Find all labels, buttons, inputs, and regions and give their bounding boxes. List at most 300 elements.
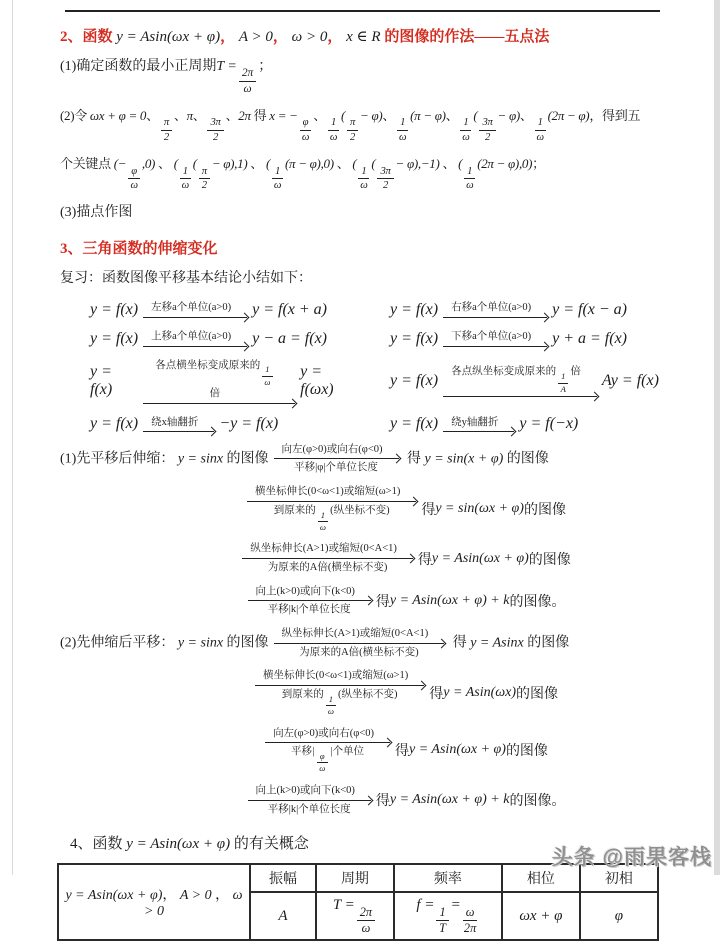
text-run: ，得到五 bbox=[589, 107, 641, 123]
labeled-arrow bbox=[143, 330, 247, 347]
arrow-top-label bbox=[443, 330, 547, 347]
fraction bbox=[318, 511, 328, 533]
text-run: 得 bbox=[395, 744, 410, 760]
text-run: 的图像 bbox=[516, 686, 559, 702]
math-run: (π − φ) bbox=[410, 107, 446, 123]
grid-row-shift-horizontal bbox=[55, 301, 663, 319]
math-run: A > 0 bbox=[179, 888, 212, 904]
fraction-denominator: ω bbox=[462, 132, 470, 144]
fraction-numerator: 1 bbox=[358, 166, 369, 180]
fraction-denominator: ω bbox=[181, 180, 189, 192]
labeled-arrow bbox=[443, 416, 514, 433]
text-run: 的有关概念 bbox=[230, 836, 309, 853]
fraction-numerator: 3π bbox=[207, 117, 223, 131]
fraction bbox=[460, 117, 471, 143]
math-run: T = bbox=[332, 896, 355, 913]
text-run: 的图像 bbox=[505, 744, 548, 760]
text-run: 得 bbox=[417, 552, 432, 568]
fraction bbox=[464, 166, 475, 192]
math-run: y − a = f(x) bbox=[252, 329, 328, 347]
fraction-denominator: ω bbox=[361, 921, 371, 936]
rule-shift-left bbox=[55, 301, 359, 319]
math-run: y = f(x + a) bbox=[252, 300, 328, 318]
fraction-denominator: 2π bbox=[463, 921, 477, 936]
arrow-top-label bbox=[143, 416, 214, 433]
labeled-arrow bbox=[143, 301, 247, 318]
method-2-step-x-scale bbox=[55, 669, 663, 716]
arrow-top-label bbox=[143, 330, 247, 347]
fraction bbox=[161, 117, 172, 143]
arrow-top-label bbox=[265, 727, 390, 744]
text-run: 各点纵坐标变成原来的 bbox=[451, 366, 557, 378]
text-run: 的图像 bbox=[503, 451, 549, 467]
section-2-step-3 bbox=[55, 202, 663, 224]
method-1-intro bbox=[55, 443, 663, 475]
labeled-arrow bbox=[274, 627, 445, 659]
rule-shift-down bbox=[359, 330, 663, 348]
math-run: −y = f(x) bbox=[219, 414, 279, 432]
arrow-top-label bbox=[443, 416, 514, 433]
labeled-arrow bbox=[248, 585, 371, 617]
math-run: y = sin(ωx + φ) bbox=[435, 500, 524, 516]
arrow-top-label bbox=[443, 301, 547, 318]
math-run: y = f(x) bbox=[90, 414, 139, 432]
fraction bbox=[479, 117, 495, 143]
math-run: y = f(ωx) bbox=[300, 363, 334, 399]
math-run: y = Asin(ωx) bbox=[443, 684, 517, 700]
fraction bbox=[300, 117, 312, 143]
fraction-numerator: 1 bbox=[262, 365, 272, 376]
text-run: 纵坐标伸长(A>1)或缩短(0<A<1) bbox=[281, 628, 429, 639]
math-run: π bbox=[186, 107, 193, 123]
section-2-step-1 bbox=[55, 56, 663, 96]
math-run: y = Asin(ωx + φ) bbox=[116, 29, 221, 45]
labeled-arrow bbox=[143, 359, 295, 404]
text-run: 、 bbox=[313, 107, 326, 123]
text-run: 倍 bbox=[209, 388, 221, 400]
text-run: ； bbox=[258, 59, 273, 74]
red-text-run: ， bbox=[272, 29, 292, 45]
fraction-denominator: ω bbox=[466, 180, 474, 192]
math-run: y = sinx bbox=[177, 635, 224, 651]
text-run: (1)先平移后伸缩： bbox=[60, 451, 178, 467]
labeled-arrow bbox=[443, 301, 547, 318]
rule-reflect-x-axis bbox=[55, 415, 359, 433]
fraction-numerator: 1 bbox=[535, 117, 546, 131]
math-run: y = f(x) bbox=[390, 414, 439, 432]
arrow-bottom-label bbox=[260, 801, 359, 817]
text-run: (2)令 bbox=[60, 107, 90, 123]
text-run: ， bbox=[211, 888, 233, 904]
table-header-phase: 相位 bbox=[502, 864, 580, 892]
math-run: Ay = f(x) bbox=[601, 372, 659, 390]
text-run: 平移 bbox=[291, 746, 313, 758]
math-run: A > 0 bbox=[238, 29, 273, 45]
text-run: (纵坐标不变) bbox=[330, 504, 390, 516]
text-run: 、 bbox=[173, 107, 187, 123]
rule-shift-right bbox=[359, 301, 663, 319]
fraction-numerator: 1 bbox=[272, 166, 283, 180]
text-run: 左移a个单位(a>0) bbox=[151, 302, 232, 314]
text-run: 的图像 bbox=[523, 635, 570, 651]
math-run: ( bbox=[265, 155, 270, 171]
labeled-arrow bbox=[443, 330, 547, 347]
fraction-denominator: ω bbox=[243, 82, 252, 95]
labeled-arrow bbox=[143, 416, 214, 433]
math-run: y = f(x) bbox=[90, 363, 113, 399]
fraction bbox=[272, 166, 283, 192]
table-cell-period bbox=[316, 892, 394, 940]
text-run: 的图像。 bbox=[509, 794, 566, 810]
text-run: 倍 bbox=[570, 366, 581, 378]
math-run: A bbox=[278, 907, 288, 924]
text-run: ， bbox=[162, 888, 180, 904]
fraction-denominator: ω bbox=[301, 132, 310, 144]
fraction bbox=[326, 695, 336, 717]
arrow-top-label bbox=[248, 784, 371, 801]
review-note bbox=[55, 268, 663, 290]
table-cell-amplitude bbox=[250, 892, 316, 940]
red-text-run: 3、三角函数的伸缩变化 bbox=[60, 240, 218, 257]
fraction-numerator: π bbox=[347, 117, 358, 131]
math-run: y = sin(x + φ) bbox=[424, 451, 504, 467]
text-run: 绕y轴翻折 bbox=[451, 416, 499, 428]
arrow-bottom-label bbox=[291, 644, 427, 660]
text-run: 得 bbox=[449, 635, 471, 651]
text-run: 、 bbox=[155, 155, 174, 171]
text-run: 各点横坐标变成原来的 bbox=[155, 359, 261, 371]
math-run: = bbox=[450, 896, 461, 913]
fraction bbox=[463, 906, 478, 936]
arrow-top-label bbox=[143, 301, 247, 318]
math-run: ( bbox=[352, 155, 357, 171]
math-run: ( bbox=[340, 107, 345, 123]
fraction bbox=[377, 166, 393, 192]
rule-shift-up bbox=[55, 330, 359, 348]
fraction-denominator: ω bbox=[329, 132, 338, 144]
method-1-step-x-scale bbox=[55, 485, 663, 532]
text-run: 个单位 bbox=[332, 746, 365, 758]
math-run: − φ) bbox=[360, 107, 383, 123]
fraction bbox=[207, 117, 223, 143]
labeled-arrow bbox=[265, 727, 390, 774]
labeled-arrow bbox=[248, 784, 371, 816]
table-cell-phase bbox=[502, 892, 580, 940]
text-run: 的图像 bbox=[223, 451, 269, 467]
math-run: (2π − φ) bbox=[547, 107, 590, 123]
math-run: − φ),1) bbox=[211, 155, 248, 171]
math-run: (2π − φ),0) bbox=[477, 155, 533, 171]
red-text-run: ， bbox=[220, 29, 239, 45]
method-2-step-phase-shift bbox=[55, 727, 663, 774]
text-run: 的图像 bbox=[528, 552, 571, 568]
text-run: 、 bbox=[333, 155, 353, 171]
math-run: x = − bbox=[269, 107, 298, 123]
fraction bbox=[436, 906, 448, 936]
labeled-arrow bbox=[247, 485, 416, 532]
text-run: 到原来的 bbox=[281, 688, 324, 700]
section-2-step-2 bbox=[55, 106, 663, 144]
text-run: 、 bbox=[439, 155, 459, 171]
fraction-numerator: 1 bbox=[326, 695, 336, 706]
math-run: y = f(x) bbox=[90, 300, 139, 318]
grid-row-reflect bbox=[55, 415, 663, 433]
text-run: 平移|φ|个单位长度 bbox=[294, 462, 378, 474]
math-run: φ bbox=[614, 907, 624, 924]
arrow-top-label bbox=[248, 585, 371, 602]
labeled-arrow bbox=[443, 365, 597, 397]
text-run: 向左(φ>0)或向右(φ<0) bbox=[273, 727, 375, 739]
math-run: ( bbox=[173, 155, 178, 171]
text-run: 、 bbox=[192, 107, 206, 123]
fraction-numerator: 1 bbox=[180, 166, 191, 180]
method-2-intro bbox=[55, 627, 663, 659]
fraction-numerator: 1 bbox=[436, 906, 448, 922]
translation-rules-grid bbox=[55, 301, 663, 433]
table-header-frequency: 频率 bbox=[394, 864, 502, 892]
method-1-step-k-shift bbox=[55, 585, 663, 617]
text-run: 得 bbox=[250, 107, 270, 123]
text-run: (2)先伸缩后平移： bbox=[60, 635, 178, 651]
red-text-run: 的图像的作法——五点法 bbox=[380, 29, 550, 45]
table-header-amplitude: 振幅 bbox=[250, 864, 316, 892]
math-run: ,0) bbox=[141, 155, 156, 171]
grid-row-scale bbox=[55, 359, 663, 404]
text-run: 的图像 bbox=[223, 635, 269, 651]
fraction-denominator: T bbox=[439, 921, 446, 936]
math-run: T = bbox=[216, 59, 237, 74]
math-run: y = f(−x) bbox=[519, 414, 579, 432]
section-2-heading bbox=[55, 25, 663, 46]
math-run: − φ) bbox=[497, 107, 520, 123]
fraction-numerator: 1 bbox=[397, 117, 408, 131]
fraction-denominator: 2 bbox=[350, 132, 356, 144]
math-run: (− bbox=[113, 155, 127, 171]
math-run: ( bbox=[473, 107, 478, 123]
rule-scale-y bbox=[359, 359, 663, 404]
document-page bbox=[55, 0, 663, 936]
math-run: y = f(x) bbox=[90, 329, 139, 347]
fraction-denominator: A bbox=[560, 383, 566, 394]
text-run: 个关键点 bbox=[60, 155, 114, 171]
math-run: ω > 0 bbox=[291, 29, 328, 45]
math-run: y = f(x) bbox=[390, 372, 439, 390]
math-run: y + a = f(x) bbox=[552, 329, 628, 347]
math-run: − φ),−1) bbox=[395, 155, 440, 171]
text-run: 上移a个单位(a>0) bbox=[151, 331, 232, 343]
fraction-numerator: ω bbox=[463, 906, 478, 922]
rule-scale-x bbox=[55, 359, 359, 404]
arrow-top-label bbox=[143, 359, 295, 404]
text-run: 的图像 bbox=[523, 502, 566, 518]
fraction-numerator: π bbox=[199, 166, 210, 180]
fraction-denominator: ω bbox=[398, 132, 407, 144]
fraction-denominator: ω bbox=[130, 180, 138, 192]
text-run: 平移|k|个单位长度 bbox=[267, 803, 351, 815]
text-run: (纵坐标不变) bbox=[338, 688, 398, 700]
labeled-arrow bbox=[255, 669, 424, 716]
fraction bbox=[128, 166, 140, 192]
text-run: 、 bbox=[445, 107, 459, 123]
text-run: 为原来的A倍(横坐标不变) bbox=[299, 646, 419, 658]
fraction-denominator: 2 bbox=[382, 180, 388, 192]
fraction-numerator: φ bbox=[128, 166, 140, 180]
text-run: 得 bbox=[375, 794, 390, 810]
text-run: 得 bbox=[421, 502, 436, 518]
math-run: y = Asin(ωx + φ) bbox=[65, 888, 163, 904]
table-header-initial-phase: 初相 bbox=[580, 864, 658, 892]
fraction bbox=[317, 752, 328, 774]
fraction-numerator: 2π bbox=[357, 906, 375, 922]
labeled-arrow bbox=[274, 443, 399, 475]
math-run: ωx + φ = 0 bbox=[89, 107, 147, 123]
text-run: 向上(k>0)或向下(k<0) bbox=[255, 585, 355, 597]
fraction bbox=[347, 117, 358, 143]
watermark-badge: 头条 @雨果客栈 bbox=[551, 846, 712, 869]
arrow-top-label bbox=[242, 542, 413, 559]
top-rule-line bbox=[65, 10, 660, 12]
text-run: 、 bbox=[225, 107, 239, 123]
arrow-bottom-label bbox=[260, 559, 396, 575]
method-2-step-k-shift bbox=[55, 784, 663, 816]
section-3-heading bbox=[55, 237, 663, 258]
text-run: 到原来的 bbox=[273, 504, 316, 516]
fraction bbox=[397, 117, 408, 143]
math-run: y = f(x − a) bbox=[552, 300, 628, 318]
arrow-bottom-label bbox=[283, 743, 372, 774]
text-run: 4、函数 bbox=[70, 836, 127, 853]
fraction bbox=[328, 117, 339, 143]
text-run: 横坐标伸长(0<ω<1)或缩短(ω>1) bbox=[262, 670, 409, 682]
text-run: 向左(φ>0)或向右(φ<0) bbox=[281, 443, 383, 455]
fraction-numerator: 1 bbox=[328, 117, 339, 131]
table-cell-frequency bbox=[394, 892, 502, 940]
table-cell-function-definition bbox=[58, 864, 250, 940]
text-run: 得 bbox=[375, 594, 390, 610]
math-run: y = sinx bbox=[177, 451, 224, 467]
text-run: (3)描点作图 bbox=[60, 205, 133, 221]
fraction-denominator: ω bbox=[273, 180, 282, 192]
page-scan-edge-right bbox=[714, 0, 720, 875]
rule-reflect-y-axis bbox=[359, 415, 663, 433]
math-run: x ∈ R bbox=[346, 29, 381, 45]
fraction-numerator: 3π bbox=[377, 166, 393, 180]
fraction bbox=[558, 372, 568, 394]
text-run: 绕x轴翻折 bbox=[151, 416, 199, 428]
fraction-numerator: 1 bbox=[464, 166, 475, 180]
labeled-arrow bbox=[242, 542, 413, 574]
fraction-numerator: 1 bbox=[558, 372, 568, 383]
fraction-numerator: 3π bbox=[479, 117, 495, 131]
fraction-numerator: φ bbox=[317, 752, 328, 763]
math-run: y = Asin(ωx + φ) + k bbox=[389, 792, 510, 808]
fraction-denominator: ω bbox=[264, 376, 271, 387]
math-run: (π − φ),0) bbox=[285, 155, 334, 171]
fraction-denominator: ω bbox=[319, 763, 326, 774]
text-run: 为原来的A倍(横坐标不变) bbox=[267, 562, 388, 574]
math-run: ωx + φ bbox=[519, 907, 563, 924]
arrow-top-label bbox=[274, 443, 399, 460]
text-run: 右移a个单位(a>0) bbox=[451, 302, 532, 314]
math-run: | bbox=[312, 746, 315, 758]
text-run: 横坐标伸长(0<ω<1)或缩短(ω>1) bbox=[255, 486, 401, 498]
fraction bbox=[239, 67, 256, 95]
math-run: y = Asin(ωx + φ) bbox=[126, 836, 231, 853]
fraction-denominator: 2 bbox=[163, 132, 169, 144]
text-run: ； bbox=[532, 155, 545, 171]
text-run: 的图像。 bbox=[509, 594, 566, 610]
text-run: (1)确定函数的最小正周期 bbox=[60, 59, 217, 74]
red-text-run: ， bbox=[327, 29, 347, 45]
text-run: 、 bbox=[519, 107, 533, 123]
fraction bbox=[180, 166, 191, 192]
fraction bbox=[199, 166, 210, 192]
math-run: 2π bbox=[238, 107, 251, 123]
fraction-denominator: ω bbox=[319, 521, 326, 532]
arrow-top-label bbox=[247, 485, 416, 502]
math-run: y = Asinx bbox=[470, 635, 524, 651]
math-run: y = f(x) bbox=[390, 329, 439, 347]
math-run: y = f(x) bbox=[390, 300, 439, 318]
math-run: ( bbox=[458, 155, 463, 171]
math-run: y = Asin(ωx + φ) bbox=[409, 742, 506, 758]
text-run: 向上(k>0)或向下(k<0) bbox=[255, 784, 355, 796]
math-run: f = bbox=[416, 896, 435, 913]
fraction bbox=[357, 906, 375, 936]
grid-row-shift-vertical bbox=[55, 330, 663, 348]
fraction-numerator: 1 bbox=[318, 511, 328, 522]
text-run: 、 bbox=[247, 155, 266, 171]
text-run: 、 bbox=[146, 107, 159, 123]
fraction bbox=[262, 365, 272, 387]
text-run: 复习：函数图像平移基本结论小结如下： bbox=[60, 270, 312, 286]
math-run: y = Asin(ωx + φ) bbox=[431, 550, 529, 566]
math-run: | bbox=[329, 746, 333, 758]
arrow-top-label bbox=[443, 365, 597, 397]
page-scan-edge-left bbox=[12, 0, 13, 875]
text-run: 下移a个单位(a>0) bbox=[451, 331, 532, 343]
arrow-top-label bbox=[274, 627, 445, 644]
math-run: y = Asin(ωx + φ) + k bbox=[389, 592, 510, 608]
fraction-denominator: ω bbox=[536, 132, 544, 144]
fraction-denominator: ω bbox=[327, 706, 334, 717]
fraction-numerator: 2π bbox=[239, 67, 256, 82]
math-run: ω > 0 bbox=[144, 888, 243, 920]
method-1-step-y-scale bbox=[55, 542, 663, 574]
text-run: 纵坐标伸长(A>1)或缩短(0<A<1) bbox=[250, 543, 397, 555]
math-run: ( bbox=[192, 155, 197, 171]
fraction bbox=[535, 117, 546, 143]
math-run: ( bbox=[371, 155, 376, 171]
fraction-numerator: φ bbox=[300, 117, 312, 131]
arrow-bottom-label bbox=[266, 502, 398, 533]
table-cell-initial-phase bbox=[580, 892, 658, 940]
text-run: 、 bbox=[382, 107, 396, 123]
arrow-bottom-label bbox=[274, 686, 406, 717]
section-2-step-2-keypoints bbox=[55, 154, 663, 192]
text-run: 平移|k|个单位长度 bbox=[267, 604, 351, 616]
fraction-denominator: ω bbox=[360, 180, 368, 192]
fraction-denominator: 2 bbox=[213, 132, 219, 144]
arrow-bottom-label bbox=[260, 601, 359, 617]
red-text-run: 2、函数 bbox=[60, 29, 117, 45]
fraction-denominator: 2 bbox=[201, 180, 207, 192]
text-run: 得 bbox=[403, 451, 425, 467]
table-header-period: 周期 bbox=[316, 864, 394, 892]
arrow-top-label bbox=[255, 669, 424, 686]
fraction-numerator: 1 bbox=[460, 117, 471, 131]
fraction-denominator: 2 bbox=[484, 132, 490, 144]
